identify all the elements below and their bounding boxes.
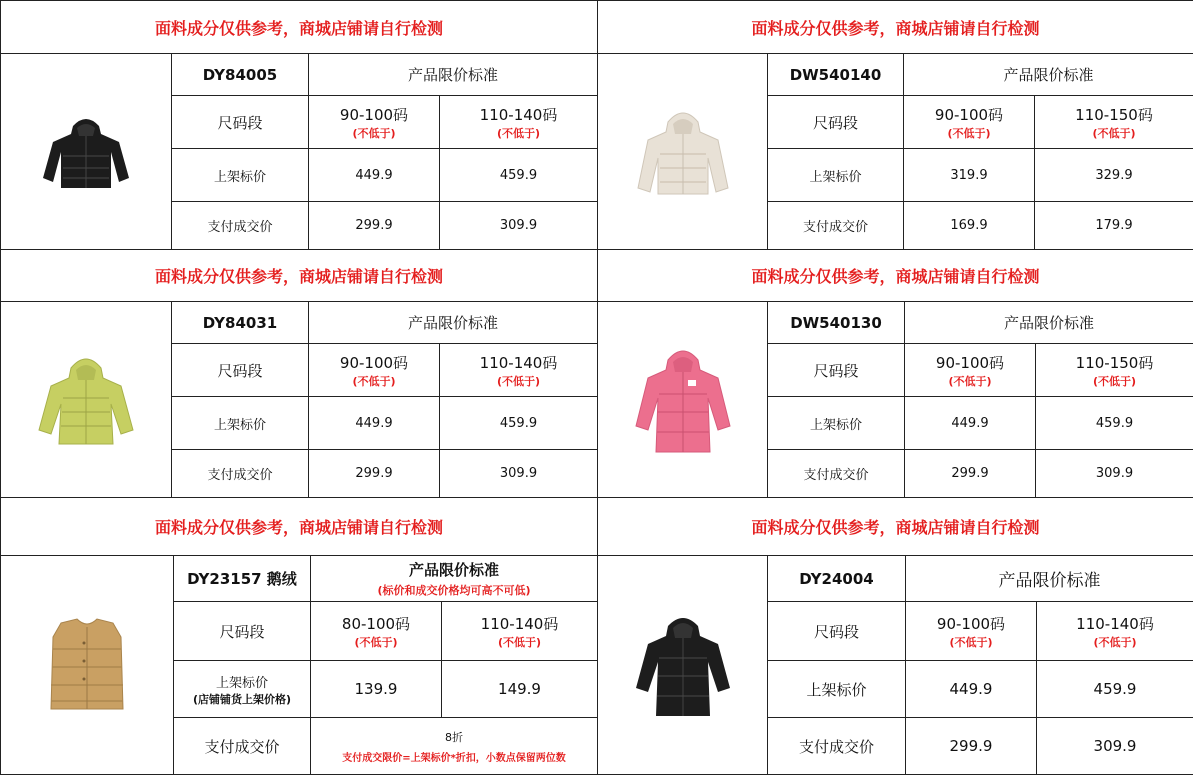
min-note: (不低于) [311, 634, 441, 650]
list-price-label: 上架标价 [172, 149, 309, 202]
price-standard-header: 产品限价标准 [905, 302, 1193, 344]
product-code: DY84031 [172, 302, 309, 344]
product-code: DY23157 鹅绒 [174, 556, 311, 602]
min-note: (不低于) [1036, 373, 1193, 389]
payment-discount-cell [311, 718, 598, 775]
size-range: 90-100码 [309, 104, 439, 125]
list-price-title: 上架标价 [216, 676, 268, 691]
product-code: DW540130 [768, 302, 905, 344]
panel-dw540130 [597, 249, 1193, 497]
payment-price-cell: 309.9 [1037, 718, 1193, 775]
product-image [598, 556, 768, 775]
lime-hooded-down-coat-icon [31, 350, 141, 450]
size-col-1 [311, 602, 442, 661]
min-note: (不低于) [442, 634, 597, 650]
size-range: 110-140码 [1037, 613, 1193, 634]
payment-price-label: 支付成交价 [172, 202, 309, 250]
list-price-label: 上架标价 [768, 149, 904, 202]
min-note: (不低于) [440, 125, 597, 141]
size-range: 90-100码 [309, 352, 439, 373]
payment-price-cell: 179.9 [1035, 202, 1193, 250]
payment-price-cell: 299.9 [905, 450, 1036, 498]
price-standard-header: 产品限价标准 [309, 54, 598, 96]
size-col-1 [309, 96, 440, 149]
price-standard-title: 产品限价标准 [409, 561, 499, 579]
list-price-label: 上架标价 [172, 397, 309, 450]
discount-rate: 8折 [311, 729, 597, 745]
min-note: (不低于) [309, 125, 439, 141]
panel-dy84031 [0, 249, 597, 497]
payment-price-cell: 299.9 [309, 202, 440, 250]
payment-price-label: 支付成交价 [174, 718, 311, 775]
size-range: 110-140码 [440, 104, 597, 125]
payment-price-cell: 169.9 [904, 202, 1035, 250]
black-hooded-down-jacket-icon [31, 112, 141, 192]
list-price-cell: 329.9 [1035, 149, 1193, 202]
size-col-2 [440, 96, 598, 149]
payment-price-cell: 309.9 [1036, 450, 1193, 498]
payment-price-label: 支付成交价 [768, 718, 906, 775]
size-range-label: 尺码段 [768, 344, 905, 397]
size-col-1 [904, 96, 1035, 149]
panel-dw540140 [597, 0, 1193, 249]
list-price-cell: 449.9 [309, 397, 440, 450]
disclaimer-banner: 面料成分仅供参考，商城店铺请自行检测 [1, 250, 598, 302]
payment-price-cell: 309.9 [440, 450, 598, 498]
product-code: DW540140 [768, 54, 904, 96]
size-range-label: 尺码段 [172, 96, 309, 149]
size-col-2 [1037, 602, 1193, 661]
size-col-1 [906, 602, 1037, 661]
price-standard-header: 产品限价标准 [904, 54, 1193, 96]
min-note: (不低于) [440, 373, 597, 389]
list-price-cell: 459.9 [440, 397, 598, 450]
list-price-cell: 449.9 [309, 149, 440, 202]
payment-price-cell: 299.9 [906, 718, 1037, 775]
size-range-label: 尺码段 [172, 344, 309, 397]
size-col-2 [440, 344, 598, 397]
size-range: 90-100码 [906, 613, 1036, 634]
size-col-2 [442, 602, 598, 661]
price-standard-header [311, 556, 598, 602]
panel-dy23157 [0, 497, 597, 774]
price-standard-header: 产品限价标准 [906, 556, 1193, 602]
list-price-cell: 459.9 [1036, 397, 1193, 450]
size-range-label: 尺码段 [768, 602, 906, 661]
size-col-2 [1036, 344, 1193, 397]
size-col-1 [905, 344, 1036, 397]
pink-hooded-long-down-coat-icon [628, 342, 738, 458]
discount-formula: 支付成交限价=上架标价*折扣，小数点保留两位数 [311, 749, 597, 764]
list-price-cell: 149.9 [442, 661, 598, 718]
list-price-cell: 459.9 [440, 149, 598, 202]
product-image [598, 54, 768, 250]
product-image [1, 54, 172, 250]
list-price-cell: 449.9 [906, 661, 1037, 718]
size-range-label: 尺码段 [768, 96, 904, 149]
product-image [598, 302, 768, 498]
panel-dy24004 [597, 497, 1193, 774]
panel-dy84005 [0, 0, 597, 249]
disclaimer-banner: 面料成分仅供参考，商城店铺请自行检测 [598, 1, 1193, 54]
tan-down-vest-icon [37, 615, 137, 715]
size-range: 110-150码 [1036, 352, 1193, 373]
list-price-label: 上架标价 [768, 397, 905, 450]
price-standard-header: 产品限价标准 [309, 302, 598, 344]
payment-price-label: 支付成交价 [768, 202, 904, 250]
price-standard-note: (标价和成交价格均可高不可低) [311, 582, 597, 598]
size-range: 110-150码 [1035, 104, 1193, 125]
black-long-down-coat-icon [628, 610, 738, 720]
min-note: (不低于) [1035, 125, 1193, 141]
size-range: 90-100码 [904, 104, 1034, 125]
payment-price-cell: 309.9 [440, 202, 598, 250]
disclaimer-banner: 面料成分仅供参考，商城店铺请自行检测 [598, 250, 1193, 302]
list-price-subnote: (店铺铺货上架价格) [174, 691, 310, 707]
payment-price-cell: 299.9 [309, 450, 440, 498]
size-col-1 [309, 344, 440, 397]
product-code: DY84005 [172, 54, 309, 96]
cream-hooded-puffer-jacket-icon [628, 102, 738, 202]
list-price-label [174, 661, 311, 718]
disclaimer-banner: 面料成分仅供参考，商城店铺请自行检测 [1, 1, 598, 54]
product-image [1, 302, 172, 498]
size-range: 110-140码 [442, 613, 597, 634]
product-image [1, 556, 174, 775]
payment-price-label: 支付成交价 [172, 450, 309, 498]
min-note: (不低于) [904, 125, 1034, 141]
min-note: (不低于) [309, 373, 439, 389]
list-price-cell: 319.9 [904, 149, 1035, 202]
min-note: (不低于) [906, 634, 1036, 650]
min-note: (不低于) [905, 373, 1035, 389]
product-code: DY24004 [768, 556, 906, 602]
size-col-2 [1035, 96, 1193, 149]
size-range: 110-140码 [440, 352, 597, 373]
min-note: (不低于) [1037, 634, 1193, 650]
size-range: 90-100码 [905, 352, 1035, 373]
disclaimer-banner: 面料成分仅供参考，商城店铺请自行检测 [1, 498, 598, 556]
list-price-cell: 459.9 [1037, 661, 1193, 718]
payment-price-label: 支付成交价 [768, 450, 905, 498]
size-range-label: 尺码段 [174, 602, 311, 661]
list-price-cell: 139.9 [311, 661, 442, 718]
list-price-label: 上架标价 [768, 661, 906, 718]
disclaimer-banner: 面料成分仅供参考，商城店铺请自行检测 [598, 498, 1193, 556]
list-price-cell: 449.9 [905, 397, 1036, 450]
size-range: 80-100码 [311, 613, 441, 634]
